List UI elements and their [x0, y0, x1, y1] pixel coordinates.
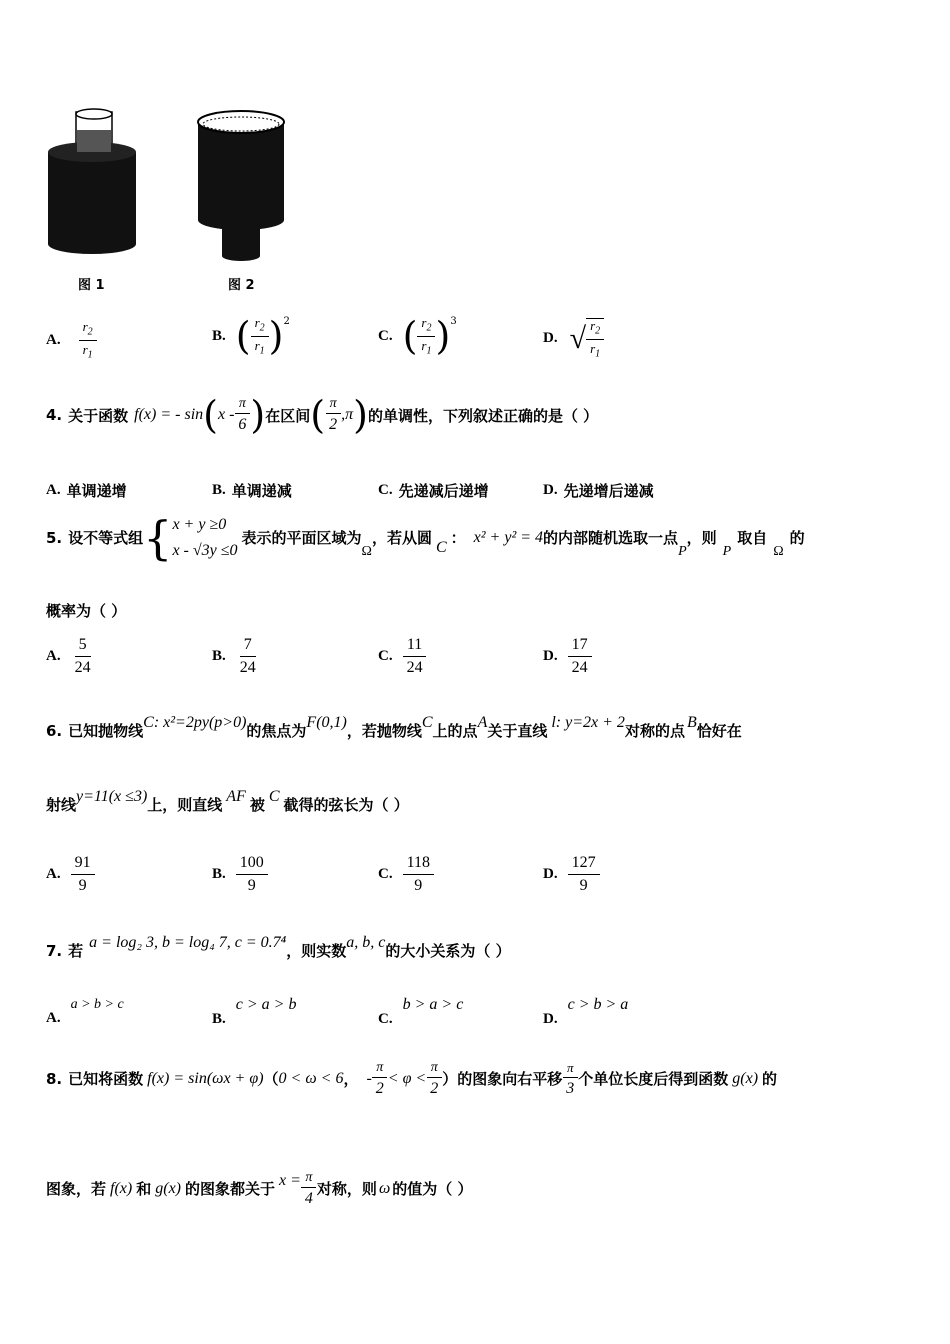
question-6: 6. 已知抛物线 C: x²=2py(p>0) 的焦点为 F(0,1) ，若抛物线 C 上的点 A 关于直线 l: y=2x + 2 对称的点 B 恰好在	[46, 713, 742, 740]
question-8: 8. 已知将函数 f(x) = sin(ωx + φ) （ 0 < ω < 6 ， - $\frac{\pi}{2}$ < φ < $\frac{\pi}{2}$ ）的图象向右平移 $\frac{\pi}{3}$ 个单位长度后得到函数 g(x) 的	[46, 1059, 778, 1098]
q5-line2: 概率为（ ）	[46, 602, 127, 620]
q5-option-b[interactable]: B. $\frac{7}{24}$	[212, 636, 256, 676]
cylinder-figures	[40, 100, 300, 280]
q8-line2: 图象，若 f(x) 和 g(x) 的图象都关于 x = $\frac{\pi}{4}$ 对称，则 ω 的值为（ ）	[46, 1170, 473, 1208]
q5-option-c[interactable]: C. $\frac{11}{24}$	[378, 636, 427, 676]
q3-option-b[interactable]: B. ( $\frac{r_2}{r_1}$ ) 2	[212, 314, 290, 359]
figure-2-caption: 图 2	[228, 278, 255, 293]
q4-option-c[interactable]: C. 先递减后递增	[378, 482, 489, 500]
q6-option-c[interactable]: C. $\frac{118}{9}$	[378, 854, 434, 894]
q4-option-d[interactable]: D. 先递增后递减	[543, 482, 654, 500]
figure-1-caption: 图 1	[78, 278, 105, 293]
q3-option-a[interactable]: A. $\frac{r_2}{r_1}$	[46, 320, 97, 360]
q5-option-a[interactable]: A. $\frac{5}{24}$	[46, 636, 91, 676]
q5-option-d[interactable]: D. $\frac{17}{24}$	[543, 636, 592, 676]
q7-option-d[interactable]: D. c > b > a	[543, 996, 629, 1027]
figure-2-drawing	[198, 111, 284, 261]
question-4: 4. 关于函数 f(x) = - sin ( x - $\frac{\pi}{6}$ ) 在区间 ( $\frac{\pi}{2}$ ,π ) 的单调性，下列叙述正确的是（ ）	[46, 393, 599, 437]
q7-option-a[interactable]: A. a > b > c	[46, 996, 124, 1026]
q6-option-b[interactable]: B. $\frac{100}{9}$	[212, 854, 268, 894]
q4-option-a[interactable]: A. 单调递增	[46, 482, 127, 500]
q7-option-c[interactable]: C. b > a > c	[378, 996, 464, 1027]
figure-1-drawing	[48, 109, 136, 254]
question-7: 7. 若 a = log₂ 3, b = log₄ 7, c = 0.7⁴ ，则实数 a, b, c 的大小关系为（ ）	[46, 933, 511, 960]
q6-line2: 射线 y=11(x ≤3) 上，则直线 AF 被 C 截得的弦长为（ ）	[46, 787, 409, 814]
q4-option-b[interactable]: B. 单调递减	[212, 482, 292, 500]
q6-option-d[interactable]: D. $\frac{127}{9}$	[543, 854, 600, 894]
q3-option-d[interactable]: D. √ $\frac{r_2}{r_1}$	[543, 318, 604, 359]
question-5: 5. 设不等式组 { x + y ≥0 x - √3y ≤0 表示的平面区域为 Ω ，若从圆 C ： x² + y² = 4 的内部随机选取一点 P ，则 P 取自 Ω 的	[46, 510, 805, 565]
q6-option-a[interactable]: A. $\frac{91}{9}$	[46, 854, 95, 894]
q7-option-b[interactable]: B. c > a > b	[212, 996, 297, 1027]
q3-a-fraction: $\frac{r_2}{r_1}$	[79, 320, 97, 360]
q3-option-c[interactable]: C. ( $\frac{r_2}{r_1}$ ) 3	[378, 314, 457, 359]
